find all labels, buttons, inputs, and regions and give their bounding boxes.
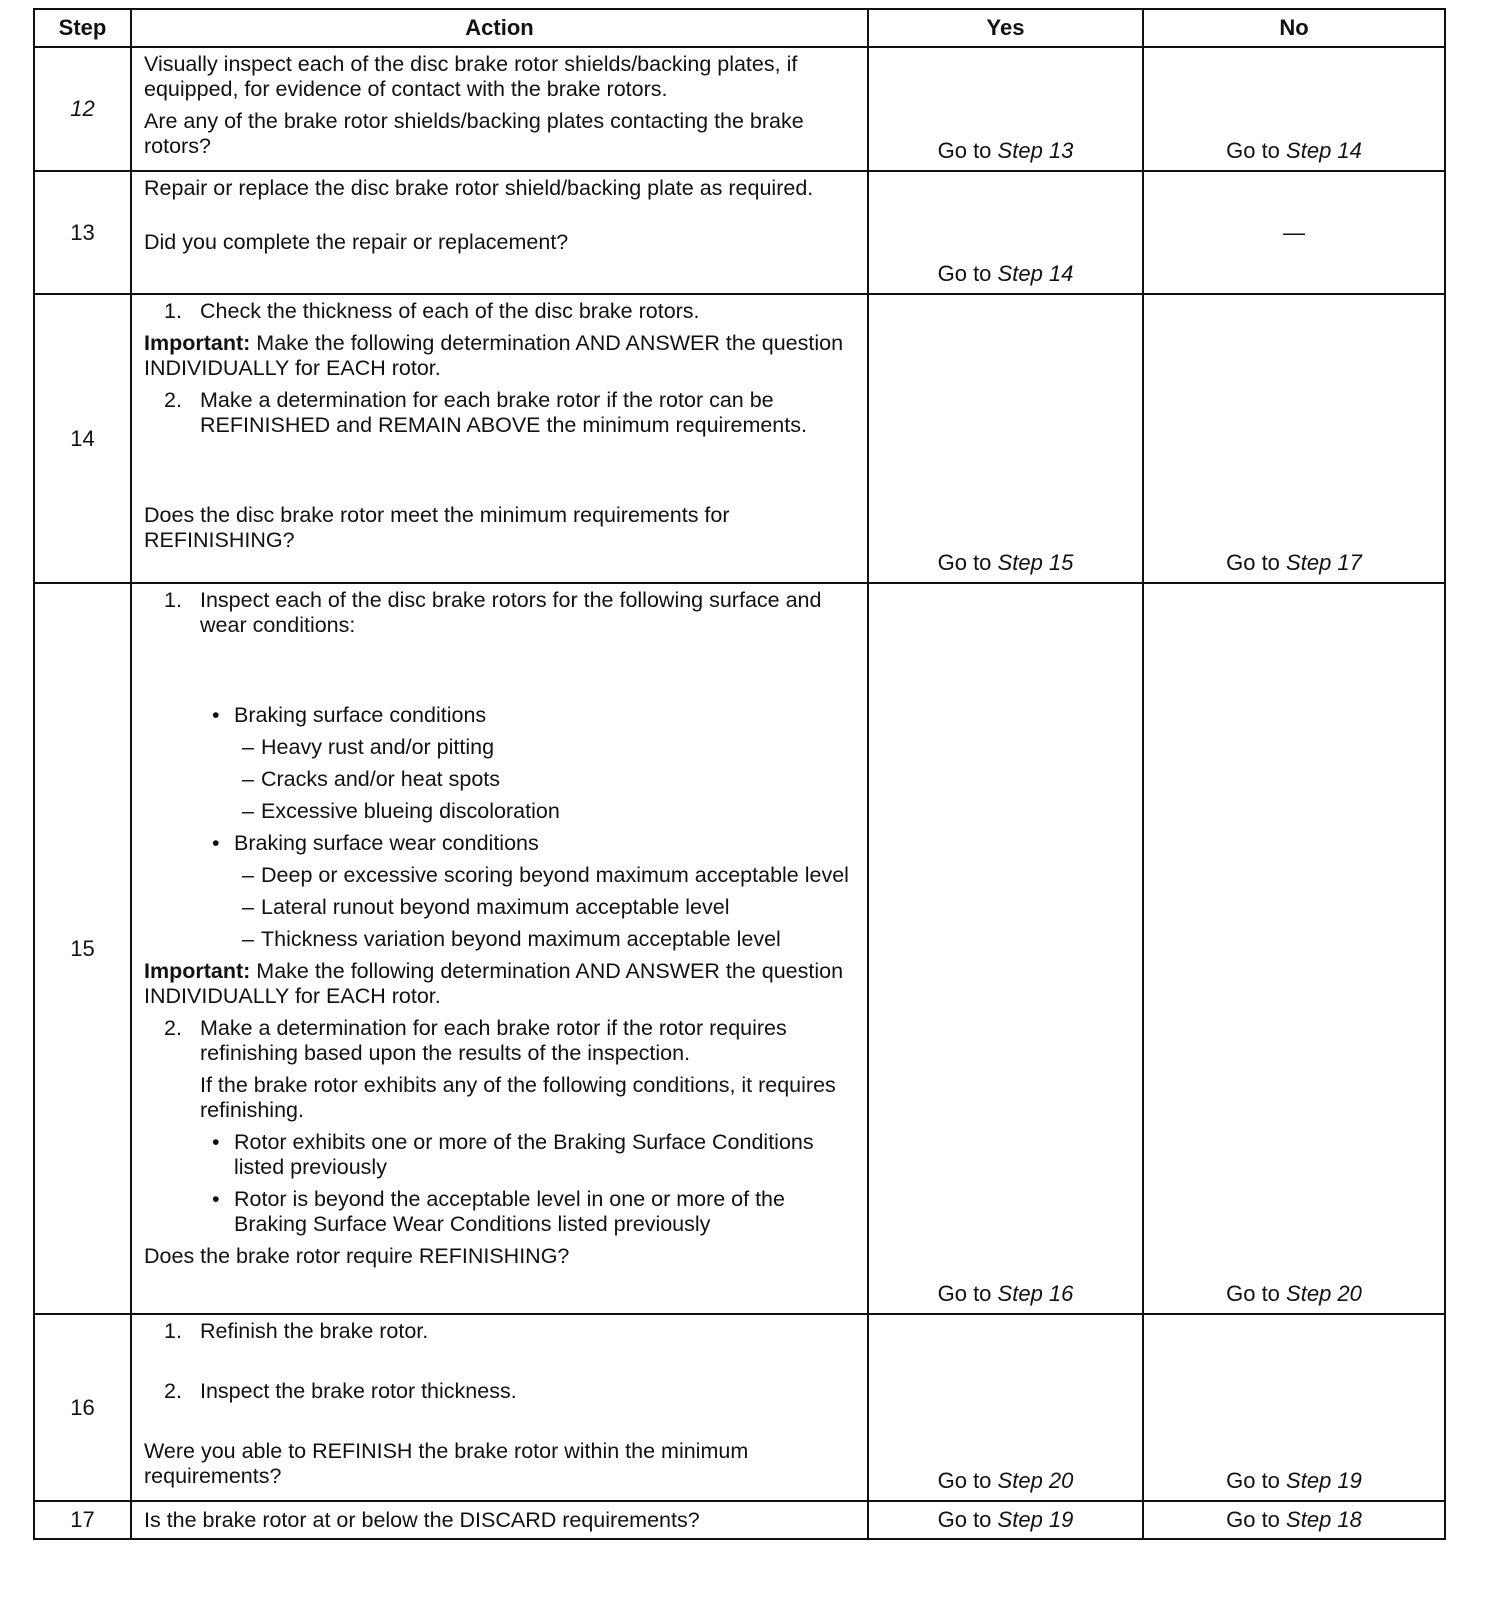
item-note: If the brake rotor exhibits any of the following conditions, it requires refinishing. xyxy=(200,1073,836,1122)
goto-prefix: Go to xyxy=(937,1281,992,1306)
numbered-item: 2. Make a determination for each brake rotor if the rotor requires refinishing based upon the results of the inspection. xyxy=(164,1016,787,1065)
goto-prefix: Go to xyxy=(1226,1468,1280,1493)
important-note: Important: Make the following determination AND ANSWER the question INDIVIDUALLY for EACH rotor. xyxy=(144,959,844,1008)
goto-prefix: Go to xyxy=(937,261,992,286)
yes-target: Step 19 xyxy=(997,1507,1074,1532)
yes-target: Step 15 xyxy=(997,550,1074,575)
header-yes: Yes xyxy=(868,9,1143,47)
numbered-item: 1. Refinish the brake rotor. xyxy=(164,1319,429,1343)
goto-prefix: Go to xyxy=(937,550,992,575)
table-row xyxy=(34,47,1445,171)
bullet-item: • Rotor is beyond the acceptable level in one or more of the Braking Surface Wear Conditions listed previously xyxy=(212,1187,785,1236)
step-number: 16 xyxy=(34,1314,131,1501)
action-question: Is the brake rotor at or below the DISCARD requirements? xyxy=(144,1507,700,1532)
step-number: 17 xyxy=(34,1501,131,1539)
action-question: Did you complete the repair or replacement? xyxy=(144,230,569,254)
bullet-item: • Braking surface conditions xyxy=(212,703,487,727)
yes-cell[interactable] xyxy=(868,1501,1143,1539)
dash-item: – Thickness variation beyond maximum acceptable level xyxy=(242,927,781,951)
no-dash: — xyxy=(1283,219,1305,245)
important-note: Important: Make the following determination AND ANSWER the question INDIVIDUALLY for EACH rotor. xyxy=(144,331,844,380)
yes-cell[interactable] xyxy=(868,583,1143,1314)
action-cell xyxy=(131,583,868,1314)
no-cell[interactable] xyxy=(1143,583,1445,1314)
step-number: 14 xyxy=(34,294,131,583)
no-cell xyxy=(1143,171,1445,294)
goto-prefix: Go to xyxy=(1226,550,1280,575)
goto-prefix: Go to xyxy=(1226,138,1280,163)
table-row xyxy=(34,1501,1445,1539)
numbered-item: 2. Inspect the brake rotor thickness. xyxy=(164,1379,517,1403)
step-number: 13 xyxy=(34,171,131,294)
action-cell xyxy=(131,47,868,171)
action-cell xyxy=(131,294,868,583)
action-cell xyxy=(131,1314,868,1501)
goto-prefix: Go to xyxy=(1226,1281,1280,1306)
no-cell[interactable] xyxy=(1143,47,1445,171)
goto-prefix: Go to xyxy=(1226,1507,1280,1532)
table-row xyxy=(34,171,1445,294)
dash-item: – Deep or excessive scoring beyond maximum acceptable level xyxy=(242,863,849,887)
no-target: Step 20 xyxy=(1286,1281,1362,1306)
action-cell xyxy=(131,1501,868,1539)
step-number: 15 xyxy=(34,583,131,1314)
action-question: Does the brake rotor require REFINISHING? xyxy=(144,1244,570,1268)
numbered-item: 1. Inspect each of the disc brake rotors for the following surface and wear conditions: xyxy=(164,588,822,637)
action-cell xyxy=(131,171,868,294)
header-action: Action xyxy=(131,9,868,47)
dash-item: – Heavy rust and/or pitting xyxy=(242,735,495,759)
no-target: Step 17 xyxy=(1286,550,1362,575)
no-cell[interactable] xyxy=(1143,1501,1445,1539)
bullet-item: • Rotor exhibits one or more of the Braking Surface Conditions listed previously xyxy=(212,1130,814,1179)
goto-prefix: Go to xyxy=(937,138,992,163)
dash-item: – Excessive blueing discoloration xyxy=(242,799,560,823)
yes-target: Step 20 xyxy=(997,1468,1074,1493)
diagnostic-table xyxy=(33,8,1446,1540)
dash-item: – Cracks and/or heat spots xyxy=(242,767,501,791)
no-target: Step 14 xyxy=(1286,138,1362,163)
yes-target: Step 13 xyxy=(997,138,1074,163)
table-row xyxy=(34,583,1445,1314)
table-row xyxy=(34,294,1445,583)
bullet-item: • Braking surface wear conditions xyxy=(212,831,539,855)
step-number: 12 xyxy=(34,47,131,171)
no-cell[interactable] xyxy=(1143,294,1445,583)
action-text: Visually inspect each of the disc brake rotor shields/backing plates, if equipped, for evidence of contact with the brake rotors. xyxy=(144,52,798,101)
numbered-item: 1. Check the thickness of each of the disc brake rotors. xyxy=(164,299,700,323)
dash-item: – Lateral runout beyond maximum acceptable level xyxy=(242,895,730,919)
yes-cell[interactable] xyxy=(868,171,1143,294)
goto-prefix: Go to xyxy=(937,1507,992,1532)
header-step: Step xyxy=(34,9,131,47)
action-question: Were you able to REFINISH the brake rotor within the minimum requirements? xyxy=(144,1439,749,1488)
yes-cell[interactable] xyxy=(868,294,1143,583)
header-no: No xyxy=(1143,9,1445,47)
action-question: Does the disc brake rotor meet the minimum requirements for REFINISHING? xyxy=(144,503,730,552)
yes-target: Step 16 xyxy=(997,1281,1074,1306)
no-target: Step 18 xyxy=(1286,1507,1362,1532)
action-question: Are any of the brake rotor shields/backing plates contacting the brake rotors? xyxy=(144,109,804,158)
goto-prefix: Go to xyxy=(937,1468,992,1493)
yes-cell[interactable] xyxy=(868,1314,1143,1501)
numbered-item: 2. Make a determination for each brake rotor if the rotor can be REFINISHED and REMAIN ABOVE the minimum requirements. xyxy=(164,388,807,437)
no-cell[interactable] xyxy=(1143,1314,1445,1501)
action-text: Repair or replace the disc brake rotor shield/backing plate as required. xyxy=(144,176,814,200)
no-target: Step 19 xyxy=(1286,1468,1362,1493)
table-row xyxy=(34,1314,1445,1501)
yes-target: Step 14 xyxy=(997,261,1074,286)
header-row xyxy=(34,9,1445,47)
yes-cell[interactable] xyxy=(868,47,1143,171)
